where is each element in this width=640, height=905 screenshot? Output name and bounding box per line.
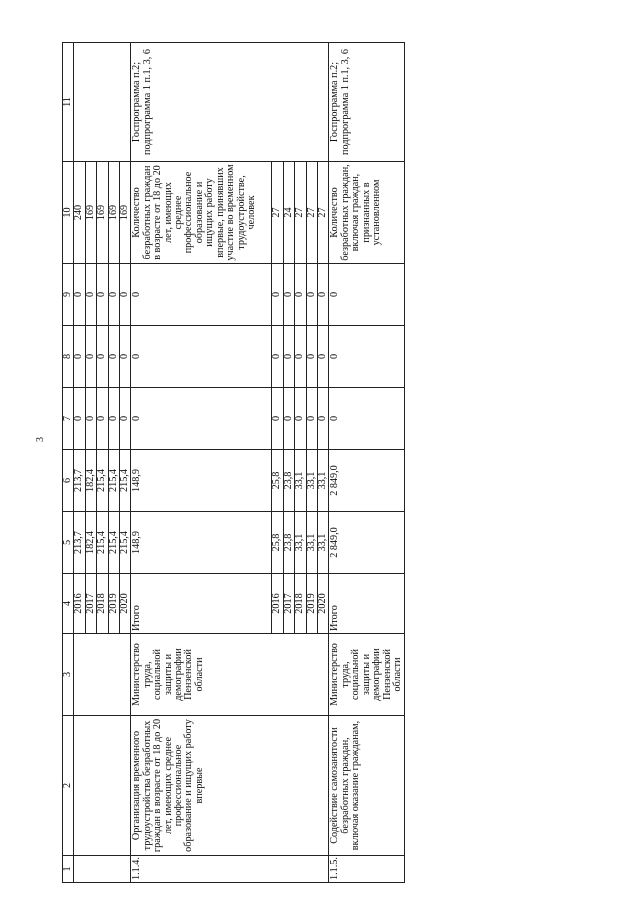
value-cell: 0 [295,264,306,326]
value-cell: 27 [318,162,329,264]
value-cell: 0 [74,264,85,326]
value-cell: 0 [108,388,119,450]
value-cell: 33,1 [295,450,306,512]
value-cell: 0 [131,326,272,388]
value-cell: 33,1 [318,450,329,512]
value-cell: 0 [120,326,131,388]
year-cell: 2016 [272,574,283,634]
value-cell: 0 [97,264,108,326]
total-label: Итого [329,574,405,634]
header-cell: 6 [63,450,74,512]
value-cell: 0 [85,326,96,388]
value-cell: 213,7 [74,512,85,574]
header-row [63,43,74,883]
item-number: 1.1.4. [131,856,329,883]
value-cell: 0 [318,388,329,450]
value-cell: 213,7 [74,450,85,512]
value-cell: 215,4 [120,450,131,512]
value-cell: 0 [272,264,283,326]
year-cell: 2018 [295,574,306,634]
value-cell: 169 [120,162,131,264]
empty-cell [74,856,131,883]
value-cell: 0 [329,264,405,326]
header-cell: 4 [63,574,74,634]
header-cell: 1 [63,856,74,883]
value-cell: 0 [97,326,108,388]
table-row [329,43,405,883]
header-cell: 5 [63,512,74,574]
value-cell: 2 849,0 [329,450,405,512]
value-cell: 0 [108,264,119,326]
value-cell: 0 [120,264,131,326]
value-cell: 27 [306,162,317,264]
value-cell: 240 [74,162,85,264]
value-cell: 0 [306,264,317,326]
value-cell: 33,1 [306,512,317,574]
value-cell: 215,4 [97,450,108,512]
item-number: 1.1.5. [329,856,405,883]
empty-cell [74,43,131,162]
year-cell: 2017 [85,574,96,634]
header-cell: 10 [63,162,74,264]
year-cell: 2020 [120,574,131,634]
indicator-text: Количество безработных граждан в возрасте от 18 до 20 лет, имеющих среднее профессиональное образование и ищущих работу впервые, принявших участие во временном трудоустройстве, человек [131,162,272,264]
table-row [131,43,272,883]
value-cell: 0 [272,326,283,388]
year-cell: 2017 [283,574,294,634]
value-cell: 0 [295,388,306,450]
value-cell: 0 [85,264,96,326]
value-cell: 0 [120,388,131,450]
header-cell: 8 [63,326,74,388]
value-cell: 215,4 [120,512,131,574]
program-link: Госпрограмма п.2; подпрограмма 1 п.1, 3, 6 [329,43,405,162]
value-cell: 25,8 [272,512,283,574]
value-cell: 27 [272,162,283,264]
item-name: Организация временного трудоустройства безработных граждан в возрасте от 18 до 20 лет, имеющих среднее профессиональное образование и ищущих работу впервые [131,716,329,856]
year-cell: 2018 [97,574,108,634]
year-cell: 2019 [108,574,119,634]
value-cell: 0 [85,388,96,450]
value-cell: 0 [283,388,294,450]
value-cell: 215,4 [97,512,108,574]
value-cell: 0 [329,388,405,450]
value-cell: 23,8 [283,512,294,574]
value-cell: 148,9 [131,512,272,574]
value-cell: 24 [283,162,294,264]
page-number: 3 [35,437,46,442]
value-cell: 0 [74,326,85,388]
value-cell: 27 [295,162,306,264]
header-cell: 7 [63,388,74,450]
indicator-text: Количество безработных граждан, включая граждан, признанных в установленном [329,162,405,264]
header-cell: 9 [63,264,74,326]
header-cell: 2 [63,716,74,856]
value-cell: 0 [318,326,329,388]
value-cell: 0 [74,388,85,450]
table-row [74,43,85,883]
program-link: Госпрограмма п.2; подпрограмма 1 п.1, 3, 6 [131,43,329,162]
item-name: Содействие самозанятости безработных граждан, включая оказание гражданам, [329,716,405,856]
value-cell: 148,9 [131,450,272,512]
header-cell: 3 [63,634,74,716]
value-cell: 0 [295,326,306,388]
value-cell: 0 [318,264,329,326]
value-cell: 0 [306,388,317,450]
value-cell: 0 [131,264,272,326]
value-cell: 0 [108,326,119,388]
value-cell: 33,1 [295,512,306,574]
value-cell: 169 [97,162,108,264]
value-cell: 0 [131,388,272,450]
year-cell: 2016 [74,574,85,634]
value-cell: 0 [272,388,283,450]
value-cell: 25,8 [272,450,283,512]
rotated-table-page [62,43,487,883]
value-cell: 2 849,0 [329,512,405,574]
total-label: Итого [131,574,272,634]
year-cell: 2020 [318,574,329,634]
program-table [62,42,405,883]
value-cell: 182,4 [85,512,96,574]
value-cell: 0 [329,326,405,388]
value-cell: 215,4 [108,450,119,512]
value-cell: 33,1 [318,512,329,574]
item-executor: Министерство труда, социальной защиты и демографии Пензенской области [329,634,405,716]
value-cell: 0 [283,326,294,388]
value-cell: 169 [85,162,96,264]
value-cell: 0 [283,264,294,326]
value-cell: 33,1 [306,450,317,512]
item-executor: Министерство труда, социальной защиты и демографии Пензенской области [131,634,329,716]
value-cell: 0 [97,388,108,450]
value-cell: 0 [306,326,317,388]
value-cell: 23,8 [283,450,294,512]
year-cell: 2019 [306,574,317,634]
empty-cell [74,716,131,856]
empty-cell [74,634,131,716]
value-cell: 169 [108,162,119,264]
header-cell: 11 [63,43,74,162]
value-cell: 215,4 [108,512,119,574]
value-cell: 182,4 [85,450,96,512]
